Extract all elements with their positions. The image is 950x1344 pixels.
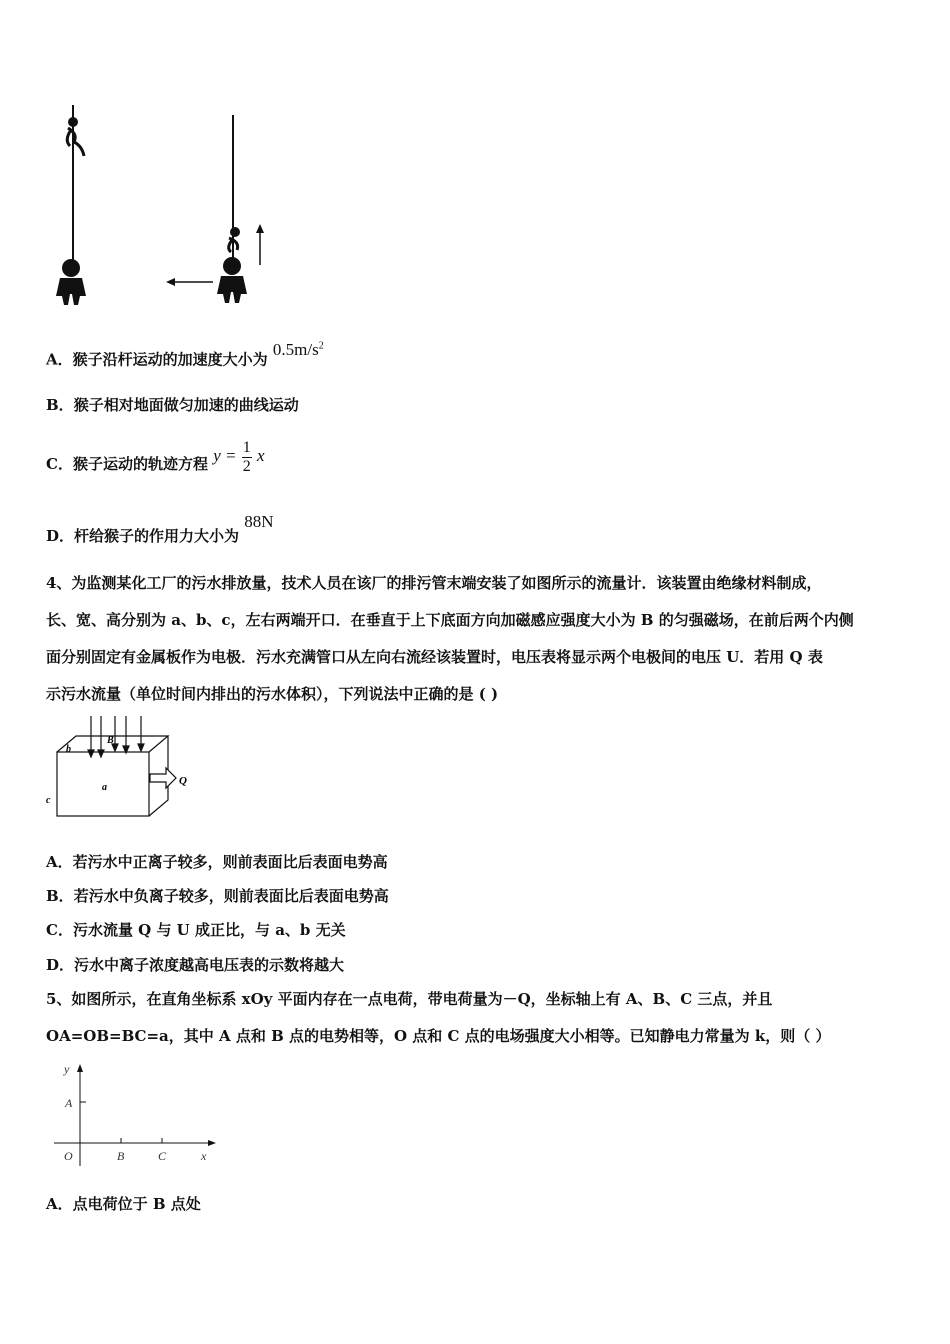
- point-label-B: B: [117, 1149, 125, 1163]
- q3-option-a: A．猴子沿杆运动的加速度大小为 $0.5m/s^2$: [46, 339, 324, 369]
- label-c: c: [46, 795, 51, 806]
- right-monkey-icon: [229, 227, 240, 252]
- left-monkey-icon: [67, 117, 84, 156]
- q3-a-value: 0.5m/s: [272, 339, 319, 359]
- q3-option-c: C．猴子运动的轨迹方程 y = $\frac{1}{2}$ x: [46, 438, 265, 475]
- q4-stem-line-2: 长、宽、高分别为 a、b、c，左右两端开口．在垂直于上下底面方向加磁感应强度大小为 B 的匀强磁场，在前后两个内侧: [46, 611, 854, 629]
- label-a: a: [102, 782, 107, 793]
- q4-option-c: C．污水流量 Q 与 U 成正比，与 a、b 无关: [46, 921, 346, 939]
- outflow-arrow-icon: [150, 768, 176, 788]
- point-label-A: A: [65, 1096, 73, 1110]
- q3-option-d: D．杆给猴子的作用力大小为 88N: [46, 512, 274, 545]
- label-b: b: [66, 744, 71, 755]
- q4-option-d: D．污水中离子浓度越高电压表的示数将越大: [46, 956, 345, 974]
- q4-stem-line-1: 4、为监测某化工厂的污水排放量，技术人员在该厂的排污管末端安装了如图所示的流量计．该装置由绝缘材料制成，: [46, 574, 822, 592]
- q4-option-a: A．若污水中正离子较多，则前表面比后表面电势高: [46, 853, 388, 871]
- left-person-icon: [56, 259, 86, 305]
- point-label-C: C: [158, 1149, 167, 1163]
- q4-stem-line-3: 面分别固定有金属板作为电极．污水充满管口从左向右流经该装置时，电压表将显示两个电极间的电压 U．若用 Q 表: [46, 648, 823, 666]
- q5-stem-line-1: 5、如图所示，在直角坐标系 xOy 平面内存在一点电荷，带电荷量为－Q，坐标轴上有 A、B、C 三点，并且: [46, 990, 773, 1008]
- flowmeter-figure: [44, 712, 204, 822]
- left-arrow-icon: [166, 278, 213, 286]
- label-B: B: [107, 735, 114, 746]
- axis-label-x: x: [201, 1149, 207, 1163]
- monkey-pole-figure: [40, 100, 300, 310]
- right-person-icon: [217, 257, 247, 303]
- up-arrow-icon: [256, 224, 264, 265]
- q3-c-fraction: $\frac{1}{2}$: [242, 438, 251, 475]
- label-Q: Q: [179, 775, 187, 787]
- q5-option-a: A．点电荷位于 B 点处: [46, 1195, 201, 1213]
- q4-stem-line-4: 示污水流量（单位时间内排出的污水体积），下列说法中正确的是 ( ): [46, 685, 499, 703]
- origin-label-O: O: [64, 1149, 73, 1163]
- q3-option-b: B．猴子相对地面做匀加速的曲线运动: [46, 396, 299, 414]
- q4-option-b: B．若污水中负离子较多，则前表面比后表面电势高: [46, 887, 389, 905]
- q5-stem-line-2: OA=OB=BC=a，其中 A 点和 B 点的电势相等，O 点和 C 点的电场强度大小相等。已知静电力常量为 k，则（ ）: [46, 1027, 831, 1045]
- coordinate-axes-figure: [50, 1058, 230, 1168]
- axis-label-y: y: [64, 1062, 70, 1076]
